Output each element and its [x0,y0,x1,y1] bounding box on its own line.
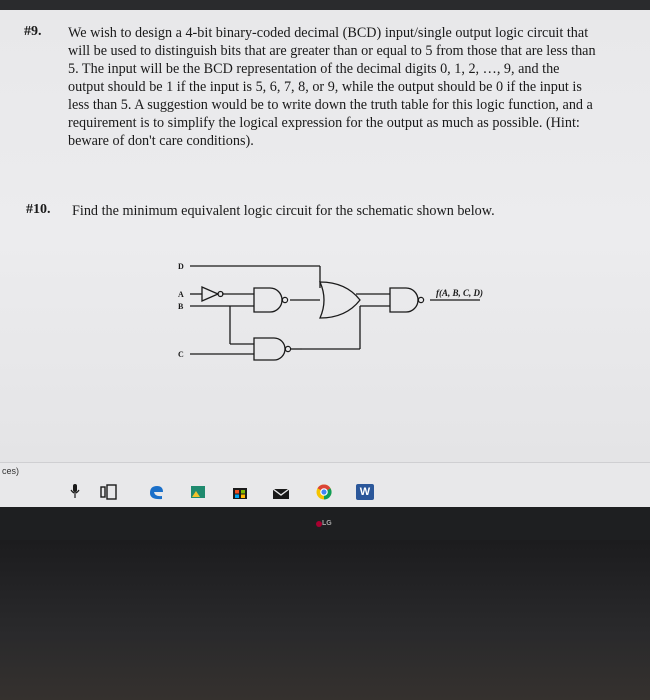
input-label-d: D [178,262,184,271]
problem-9-text [68,24,628,150]
problem-10-text: Find the minimum equivalent logic circuit for the schematic shown below. [72,203,495,219]
mail-icon[interactable] [272,484,288,500]
problem-9-line-5: less than 5. A suggestion would be to write down the truth table for this logic function, and a [68,97,593,113]
problem-9-number: #9. [24,24,42,39]
photos-app-icon[interactable] [190,484,206,500]
taskbar-cropped-text: ces) [2,466,20,476]
problem-9-line-4: output should be 1 if the input is 5, 6, 7, 8, or 9, while the output should be 0 if the input is [68,79,582,95]
microphone-icon[interactable] [70,484,80,498]
input-label-a: A [178,290,184,299]
document-page [0,10,650,462]
problem-9-line-1: We wish to design a 4-bit binary-coded decimal (BCD) input/single output logic circuit that [68,25,589,41]
nand-gate-ab [254,288,288,312]
desk-surface [0,540,650,700]
problem-9-line-6: requirement is to simplify the logical expression for the output as much as possible. (Hint: [68,115,580,131]
problem-10-number: #10. [26,202,51,217]
or-gate [320,282,360,318]
logic-circuit-schematic [160,256,500,376]
input-label-b: B [178,302,184,311]
output-label: f(A, B, C, D) [436,288,483,298]
input-label-c: C [178,350,184,359]
nand-gate-bc [254,338,302,360]
problem-9-line-3: 5. The input will be the BCD representation of the decimal digits 0, 1, 2, …, 9, and the [68,61,560,77]
output-nand-gate [390,288,424,312]
word-icon[interactable]: W [356,484,374,500]
chrome-browser-icon[interactable] [316,484,332,500]
monitor-brand-logo: LG [322,520,332,527]
task-view-icon[interactable] [100,484,116,500]
problem-9-line-7: beware of don't care conditions). [68,133,254,149]
store-icon[interactable] [232,484,248,500]
not-gate [202,287,223,301]
problem-9-line-2: will be used to distinguish bits that are greater than or equal to 5 from those that are less than [68,43,596,59]
edge-browser-icon[interactable] [148,484,164,500]
circuit-wires [190,266,480,354]
